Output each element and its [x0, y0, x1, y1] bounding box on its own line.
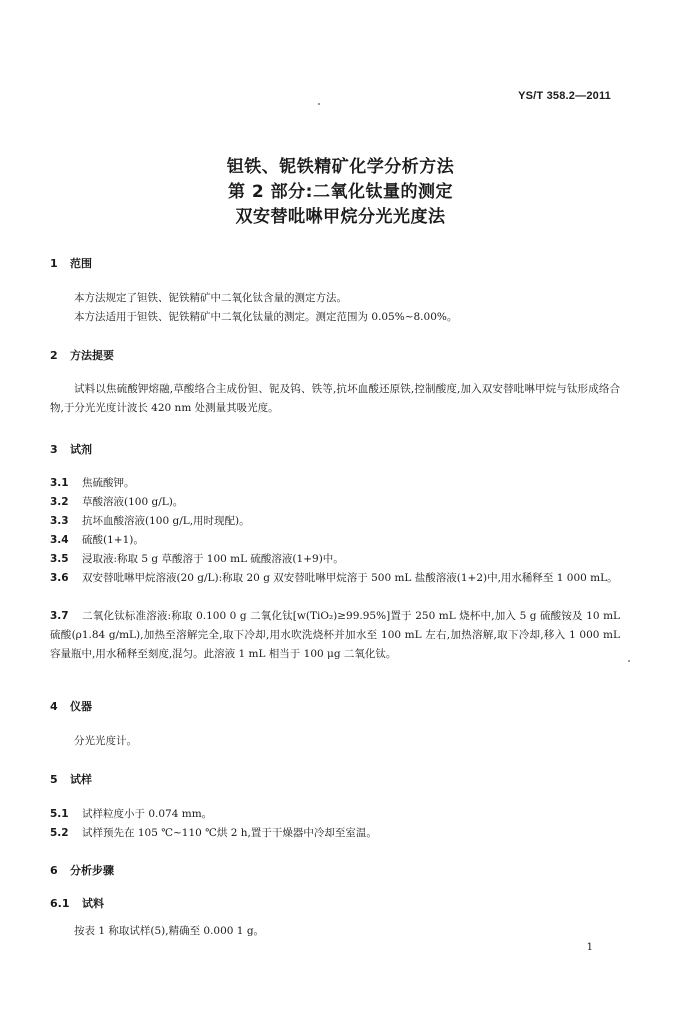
subsection-number: 6.1: [50, 897, 70, 910]
clause-text: 双安替吡啉甲烷溶液(20 g/L):称取 20 g 双安替吡啉甲烷溶于 500 mL 盐酸溶液(1+2)中,用水稀释至 1 000 mL。: [82, 572, 618, 584]
reagent-3-4: [50, 531, 620, 550]
title-line-3: 双安替吡啉甲烷分光光度法: [235, 207, 446, 227]
clause-number: 3.3: [50, 515, 69, 527]
clause-number: 3.5: [50, 553, 69, 565]
section-title: 范围: [70, 257, 92, 270]
section-number: 4: [50, 700, 58, 713]
clause-text: 二氧化钛标准溶液:称取 0.100 0 g 二氧化钛[w(TiO₂)≥99.95%]置于 250 mL 烧杯中,加入 5 g 硫酸铵及 10 mL 硫酸(ρ1.84 g/mL),加热至溶解完全,取下冷却,用水吹洗烧杯并加水至 100 mL 左右,加热溶解,取下冷却,移入 1 000 mL 容量瓶中,用水稀释至刻度,混匀。此溶液 1 mL 相当于 100 μg 二氧化钛。: [50, 610, 620, 660]
clause-number: 5.2: [50, 827, 69, 839]
scan-speck: [318, 103, 320, 105]
clause-text: 抗坏血酸溶液(100 g/L,用时现配)。: [82, 515, 250, 527]
section-5-heading: [50, 771, 92, 787]
section-4-para-1: 分光光度计。: [74, 735, 137, 747]
clause-text: 焦硫酸钾。: [82, 477, 135, 489]
page-number: 1: [586, 942, 593, 953]
clause-text: 草酸溶液(100 g/L)。: [82, 496, 184, 508]
section-3-heading: [50, 441, 92, 457]
clause-number: 5.1: [50, 808, 69, 820]
section-title: 试剂: [70, 443, 92, 456]
sample-5-2: [50, 824, 620, 843]
section-4-heading: [50, 698, 92, 714]
standard-number: YS/T 358.2—2011: [518, 90, 611, 102]
reagent-3-2: [50, 493, 620, 512]
reagent-3-7: [50, 607, 620, 664]
section-title: 方法提要: [70, 349, 114, 362]
clause-text: 试样粒度小于 0.074 mm。: [82, 808, 213, 820]
section-number: 5: [50, 773, 58, 786]
section-title: 仪器: [70, 700, 92, 713]
sample-5-1: [50, 805, 620, 824]
section-1-para-2: 本方法适用于钽铁、铌铁精矿中二氧化钛量的测定。测定范围为 0.05%~8.00%。: [74, 311, 458, 323]
subsection-title: 试料: [82, 897, 104, 910]
section-2-para-1: 试料以焦硫酸钾熔融,草酸络合主成份钽、铌及钨、铁等,抗坏血酸还原铁,控制酸度,加入双安替吡啉甲烷与钛形成络合物,于分光光度计波长 420 nm 处测量其吸光度。: [50, 383, 620, 414]
scan-speck: [628, 660, 630, 662]
section-6-heading: [50, 862, 114, 878]
clause-text: 硫酸(1+1)。: [82, 534, 144, 546]
clause-number: 3.6: [50, 572, 69, 584]
reagent-3-3: [50, 512, 620, 531]
section-2-heading: [50, 347, 114, 363]
section-title: 试样: [70, 773, 92, 786]
title-line-1: 钽铁、铌铁精矿化学分析方法: [226, 157, 455, 177]
reagent-3-6: [50, 569, 620, 588]
clause-number: 3.2: [50, 496, 69, 508]
section-number: 3: [50, 443, 58, 456]
subsection-6-1-heading: [50, 895, 104, 911]
section-number: 6: [50, 864, 58, 877]
title-line-2: 第 2 部分:二氧化钛量的测定: [228, 182, 453, 202]
clause-text: 试样预先在 105 ℃~110 ℃烘 2 h,置于干燥器中冷却至室温。: [82, 827, 377, 839]
clause-text: 浸取液:称取 5 g 草酸溶于 100 mL 硫酸溶液(1+9)中。: [82, 553, 344, 565]
section-number: 1: [50, 257, 58, 270]
clause-number: 3.4: [50, 534, 69, 546]
section-1-heading: [50, 255, 92, 271]
clause-number: 3.7: [50, 610, 69, 622]
section-1-para-1: 本方法规定了钽铁、铌铁精矿中二氧化钛含量的测定方法。: [74, 292, 347, 304]
section-title: 分析步骤: [70, 864, 114, 877]
section-6-1-para-1: 按表 1 称取试样(5),精确至 0.000 1 g。: [74, 925, 265, 937]
reagent-3-1: [50, 474, 620, 493]
section-number: 2: [50, 349, 58, 362]
reagent-3-5: [50, 550, 620, 569]
clause-number: 3.1: [50, 477, 69, 489]
